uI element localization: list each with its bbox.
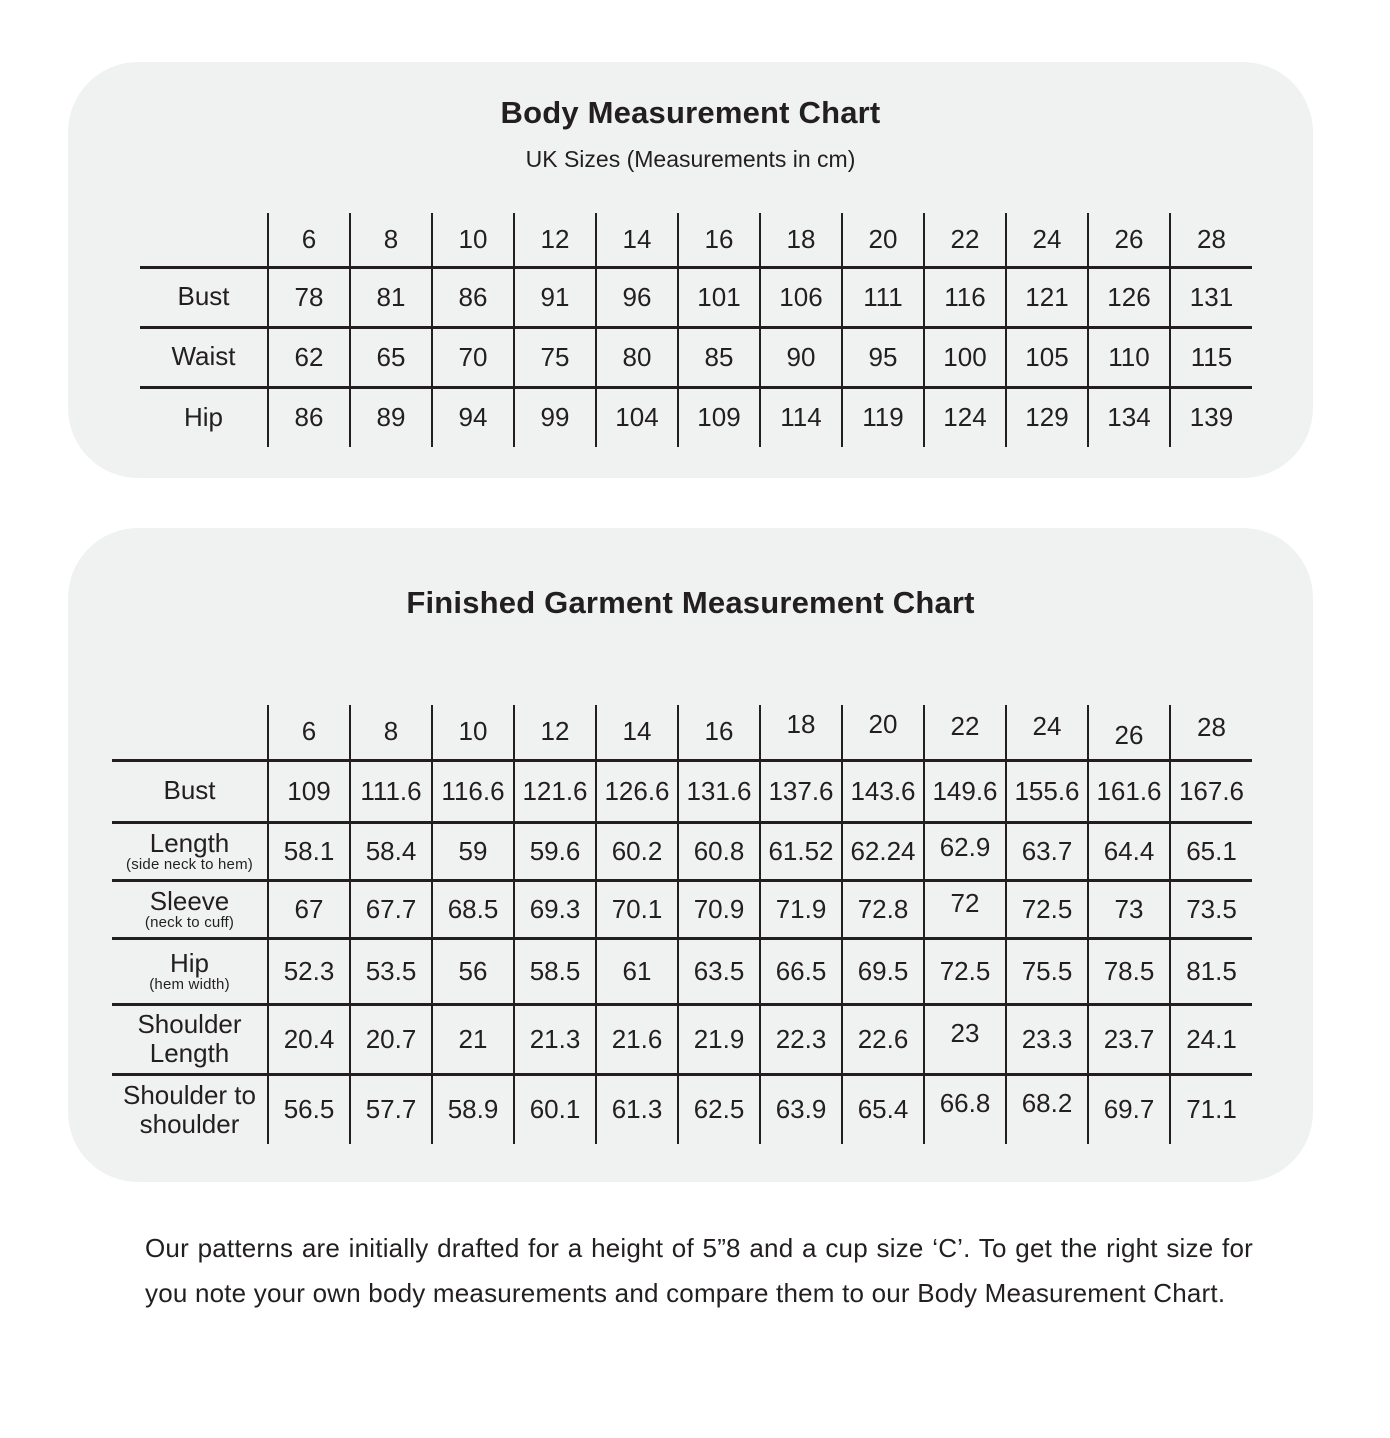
size-header: 26 [1088, 213, 1170, 267]
value-cell: 68.5 [432, 880, 514, 938]
value-cell: 111 [842, 267, 924, 327]
value-cell: 20.4 [268, 1004, 350, 1074]
size-header: 12 [514, 213, 596, 267]
value-cell: 126.6 [596, 760, 678, 822]
value-cell: 53.5 [350, 938, 432, 1004]
value-cell: 56.5 [268, 1074, 350, 1144]
size-header: 26 [1088, 705, 1170, 760]
size-header: 8 [350, 213, 432, 267]
value-cell: 89 [350, 387, 432, 447]
value-cell: 23 [924, 1004, 1006, 1074]
size-header: 24 [1006, 705, 1088, 760]
value-cell: 61.3 [596, 1074, 678, 1144]
value-cell: 129 [1006, 387, 1088, 447]
value-cell: 99 [514, 387, 596, 447]
value-cell: 78.5 [1088, 938, 1170, 1004]
value-cell: 115 [1170, 327, 1252, 387]
value-cell: 124 [924, 387, 1006, 447]
row-label: Shoulder Length [112, 1004, 268, 1074]
value-cell: 71.1 [1170, 1074, 1252, 1144]
value-cell: 167.6 [1170, 760, 1252, 822]
row-label: Sleeve (neck to cuff) [112, 880, 268, 938]
value-cell: 63.5 [678, 938, 760, 1004]
value-cell: 131 [1170, 267, 1252, 327]
value-cell: 86 [268, 387, 350, 447]
value-cell: 23.7 [1088, 1004, 1170, 1074]
row-label: Hip (hem width) [112, 938, 268, 1004]
value-cell: 90 [760, 327, 842, 387]
value-cell: 60.1 [514, 1074, 596, 1144]
body-chart-subtitle: UK Sizes (Measurements in cm) [525, 146, 856, 172]
value-cell: 72.5 [1006, 880, 1088, 938]
value-cell: 62.9 [924, 822, 1006, 880]
value-cell: 134 [1088, 387, 1170, 447]
corner-cell [112, 705, 268, 760]
value-cell: 66.8 [924, 1074, 1006, 1144]
body-chart [140, 213, 1252, 447]
size-header: 14 [596, 213, 678, 267]
size-header: 10 [432, 213, 514, 267]
value-cell: 75.5 [1006, 938, 1088, 1004]
value-cell: 70.9 [678, 880, 760, 938]
value-cell: 69.5 [842, 938, 924, 1004]
value-cell: 143.6 [842, 760, 924, 822]
value-cell: 21.3 [514, 1004, 596, 1074]
size-header: 8 [350, 705, 432, 760]
row-label: Length (side neck to hem) [112, 822, 268, 880]
value-cell: 70 [432, 327, 514, 387]
value-cell: 63.7 [1006, 822, 1088, 880]
size-header: 10 [432, 705, 514, 760]
value-cell: 52.3 [268, 938, 350, 1004]
value-cell: 104 [596, 387, 678, 447]
value-cell: 155.6 [1006, 760, 1088, 822]
value-cell: 21.9 [678, 1004, 760, 1074]
size-header: 22 [924, 213, 1006, 267]
value-cell: 139 [1170, 387, 1252, 447]
value-cell: 60.2 [596, 822, 678, 880]
value-cell: 22.3 [760, 1004, 842, 1074]
value-cell: 64.4 [1088, 822, 1170, 880]
body-chart-title: Body Measurement Chart [500, 95, 881, 130]
value-cell: 67.7 [350, 880, 432, 938]
value-cell: 81.5 [1170, 938, 1252, 1004]
value-cell: 86 [432, 267, 514, 327]
size-header: 12 [514, 705, 596, 760]
value-cell: 24.1 [1170, 1004, 1252, 1074]
value-cell: 85 [678, 327, 760, 387]
value-cell: 100 [924, 327, 1006, 387]
value-cell: 62 [268, 327, 350, 387]
value-cell: 72.5 [924, 938, 1006, 1004]
value-cell: 68.2 [1006, 1074, 1088, 1144]
value-cell: 58.4 [350, 822, 432, 880]
value-cell: 58.5 [514, 938, 596, 1004]
value-cell: 105 [1006, 327, 1088, 387]
value-cell: 70.1 [596, 880, 678, 938]
size-header: 22 [924, 705, 1006, 760]
garment-measurement-table-wrap [112, 705, 1252, 1144]
value-cell: 75 [514, 327, 596, 387]
footnote-text: Our patterns are initially drafted for a height of 5”8 and a cup size ‘C’. To get the right size for you note your own body measurements and compare them to our Body Measurement Chart. [145, 1233, 1253, 1308]
value-cell: 94 [432, 387, 514, 447]
value-cell: 95 [842, 327, 924, 387]
garment-chart-title: Finished Garment Measurement Chart [406, 585, 975, 620]
row-label: Bust [140, 267, 268, 327]
value-cell: 21 [432, 1004, 514, 1074]
size-header: 6 [268, 705, 350, 760]
garment-chart [112, 705, 1252, 1144]
row-label: Shoulder to shoulder [112, 1074, 268, 1144]
value-cell: 61 [596, 938, 678, 1004]
row-label: Waist [140, 327, 268, 387]
size-header: 20 [842, 213, 924, 267]
value-cell: 61.52 [760, 822, 842, 880]
value-cell: 67 [268, 880, 350, 938]
value-cell: 23.3 [1006, 1004, 1088, 1074]
value-cell: 119 [842, 387, 924, 447]
value-cell: 109 [678, 387, 760, 447]
value-cell: 56 [432, 938, 514, 1004]
value-cell: 65 [350, 327, 432, 387]
value-cell: 126 [1088, 267, 1170, 327]
value-cell: 80 [596, 327, 678, 387]
value-cell: 149.6 [924, 760, 1006, 822]
value-cell: 69.7 [1088, 1074, 1170, 1144]
value-cell: 63.9 [760, 1074, 842, 1144]
row-label: Bust [112, 760, 268, 822]
value-cell: 116 [924, 267, 1006, 327]
size-header: 28 [1170, 213, 1252, 267]
size-header: 18 [760, 213, 842, 267]
value-cell: 114 [760, 387, 842, 447]
value-cell: 65.4 [842, 1074, 924, 1144]
value-cell: 91 [514, 267, 596, 327]
value-cell: 71.9 [760, 880, 842, 938]
value-cell: 73.5 [1170, 880, 1252, 938]
value-cell: 111.6 [350, 760, 432, 822]
value-cell: 96 [596, 267, 678, 327]
body-measurement-card [68, 62, 1313, 478]
value-cell: 72 [924, 880, 1006, 938]
row-label: Hip [140, 387, 268, 447]
size-header: 24 [1006, 213, 1088, 267]
value-cell: 22.6 [842, 1004, 924, 1074]
size-header: 28 [1170, 705, 1252, 760]
value-cell: 66.5 [760, 938, 842, 1004]
value-cell: 110 [1088, 327, 1170, 387]
value-cell: 58.9 [432, 1074, 514, 1144]
value-cell: 69.3 [514, 880, 596, 938]
value-cell: 121 [1006, 267, 1088, 327]
body-measurement-table-wrap [140, 213, 1252, 447]
value-cell: 59 [432, 822, 514, 880]
value-cell: 62.5 [678, 1074, 760, 1144]
value-cell: 73 [1088, 880, 1170, 938]
value-cell: 59.6 [514, 822, 596, 880]
size-header: 16 [678, 705, 760, 760]
value-cell: 62.24 [842, 822, 924, 880]
value-cell: 109 [268, 760, 350, 822]
value-cell: 131.6 [678, 760, 760, 822]
size-header: 16 [678, 213, 760, 267]
value-cell: 20.7 [350, 1004, 432, 1074]
value-cell: 58.1 [268, 822, 350, 880]
size-header: 20 [842, 705, 924, 760]
value-cell: 57.7 [350, 1074, 432, 1144]
value-cell: 106 [760, 267, 842, 327]
garment-measurement-card [68, 528, 1313, 1182]
size-header: 14 [596, 705, 678, 760]
size-header: 6 [268, 213, 350, 267]
value-cell: 137.6 [760, 760, 842, 822]
value-cell: 72.8 [842, 880, 924, 938]
value-cell: 161.6 [1088, 760, 1170, 822]
value-cell: 81 [350, 267, 432, 327]
size-header: 18 [760, 705, 842, 760]
value-cell: 21.6 [596, 1004, 678, 1074]
value-cell: 121.6 [514, 760, 596, 822]
value-cell: 65.1 [1170, 822, 1252, 880]
value-cell: 60.8 [678, 822, 760, 880]
value-cell: 101 [678, 267, 760, 327]
value-cell: 116.6 [432, 760, 514, 822]
corner-cell [140, 213, 268, 267]
value-cell: 78 [268, 267, 350, 327]
